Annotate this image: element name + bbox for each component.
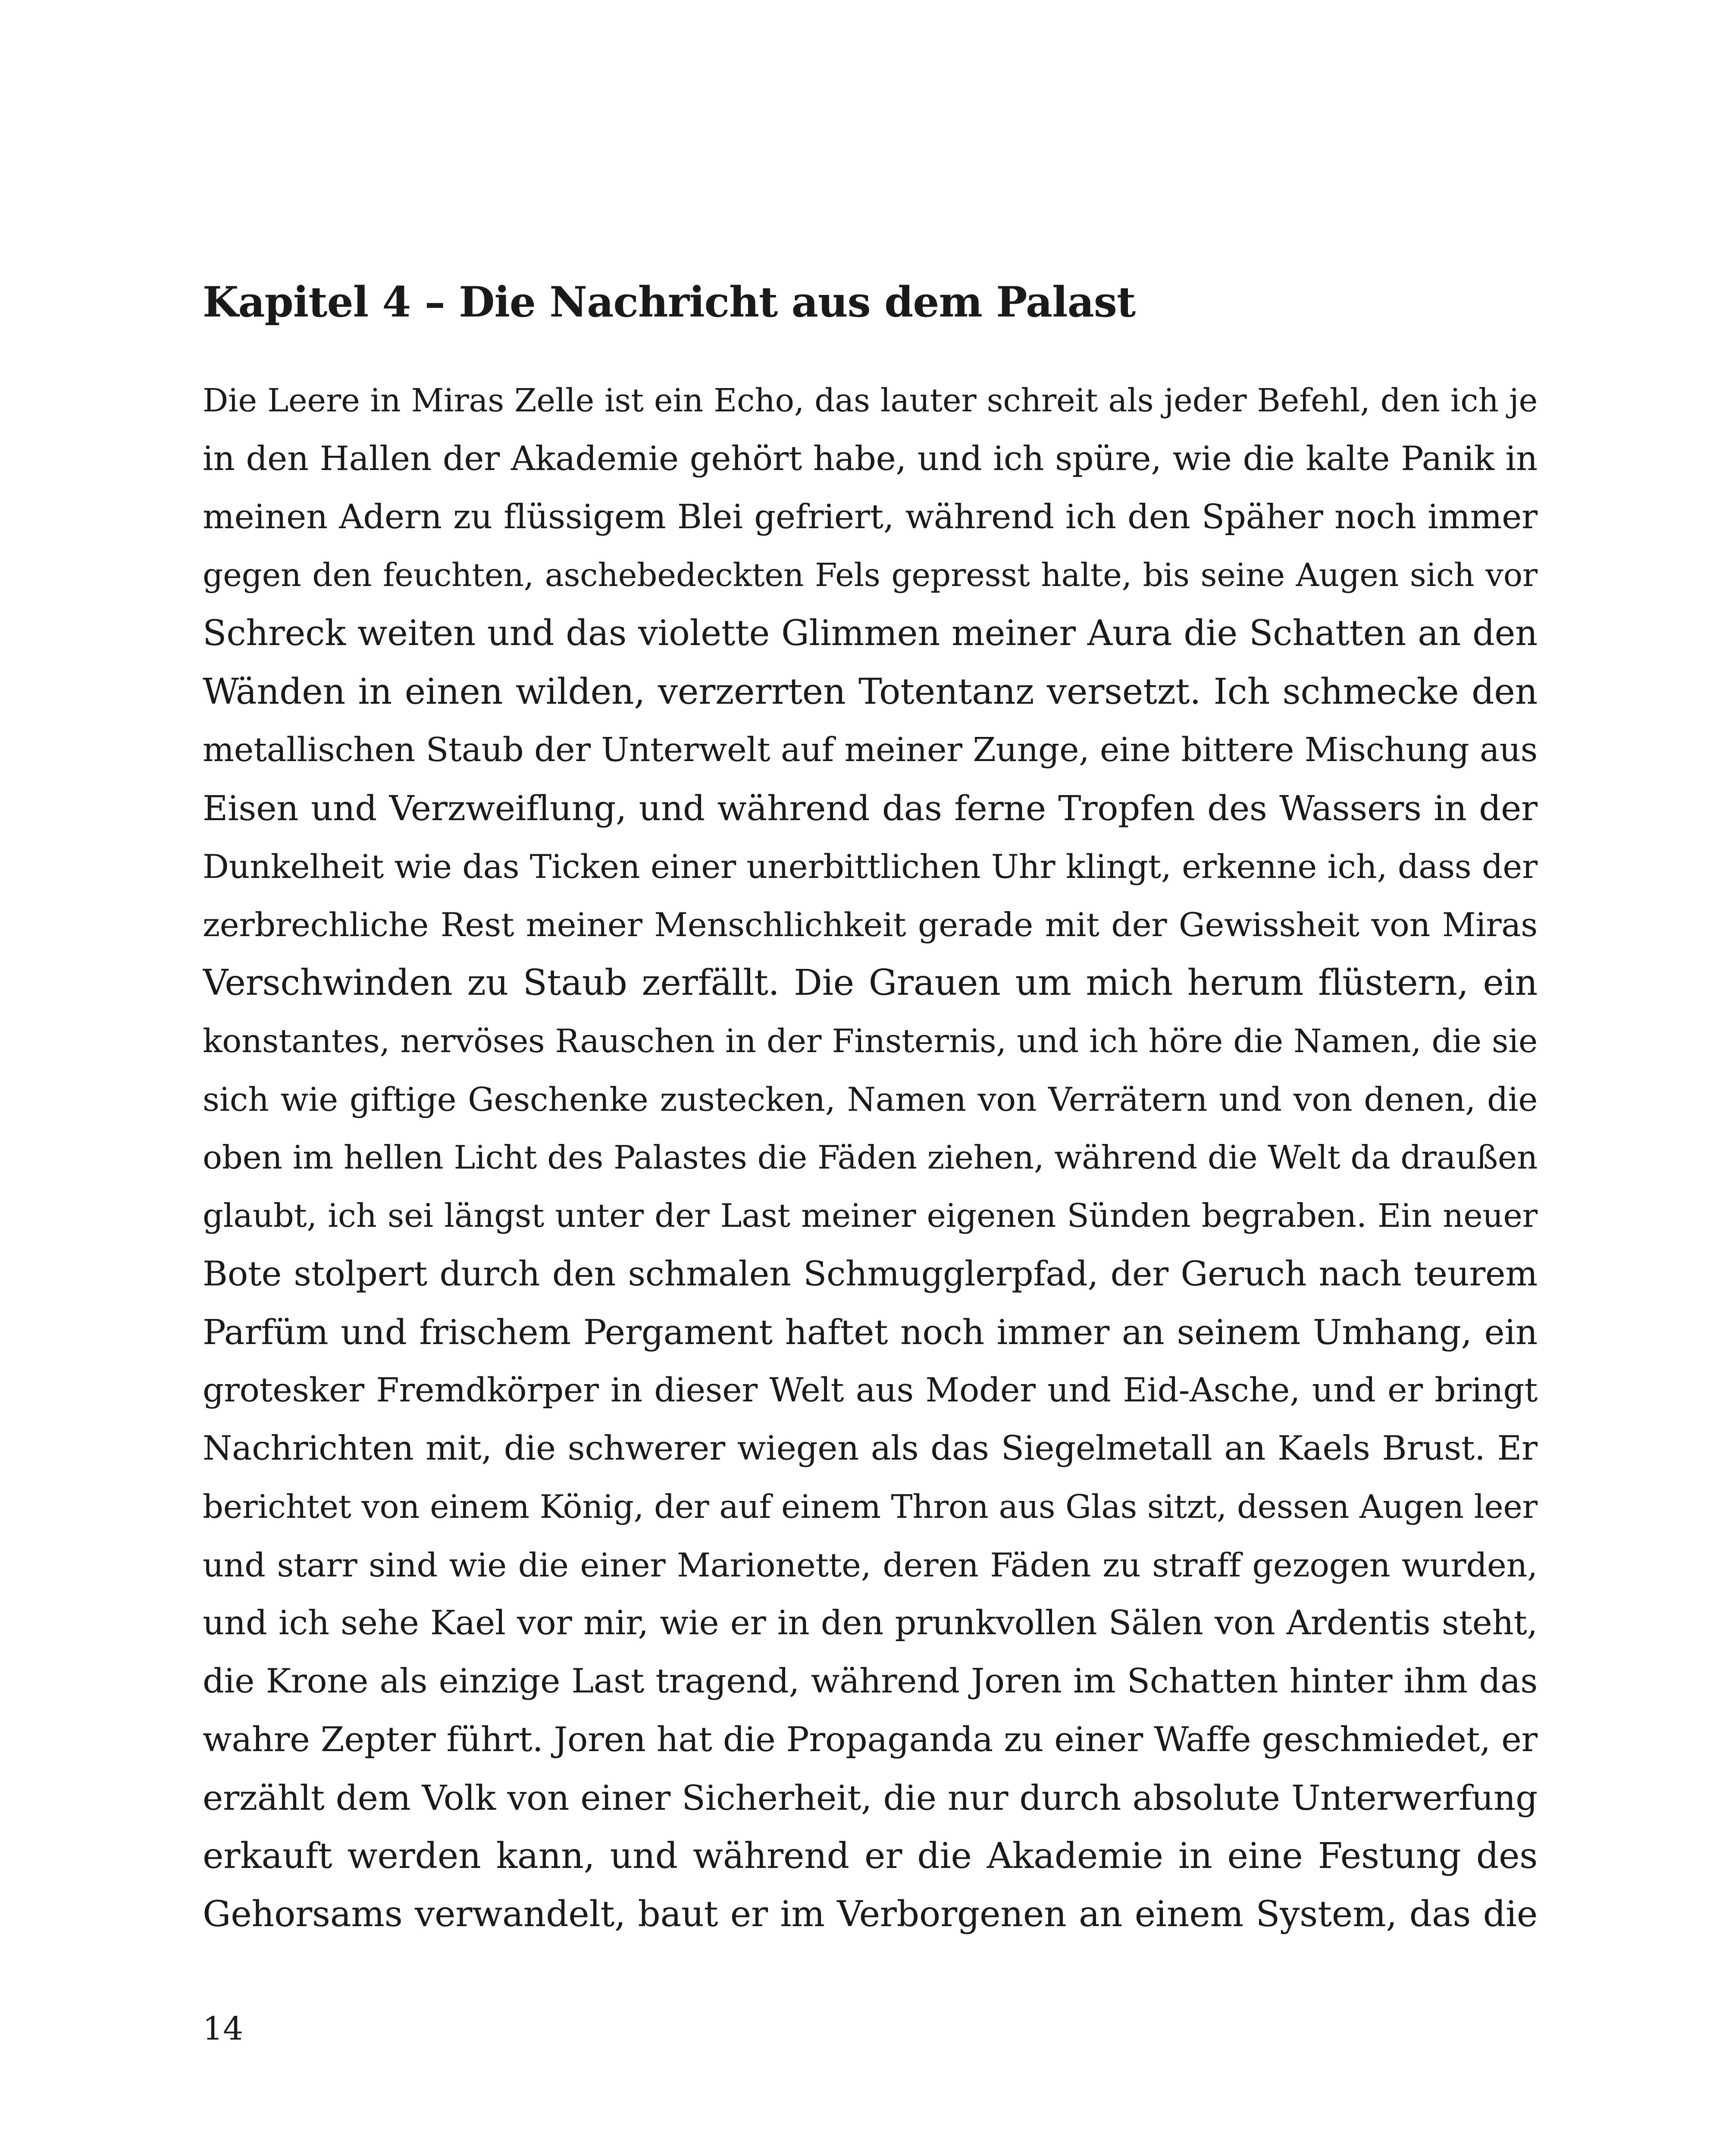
text-line: glaubt, ich sei längst unter der Last meiner eigenen Sünden begraben. Ein neuer	[203, 1197, 1538, 1235]
text-line: meinen Adern zu flüssigem Blei gefriert, während ich den Späher noch immer	[203, 498, 1538, 536]
text-line: metallischen Staub der Unterwelt auf meiner Zunge, eine bittere Mischung aus	[203, 731, 1538, 769]
text-line: grotesker Fremdkörper in dieser Welt aus Moder und Eid-Asche, und er bringt	[203, 1371, 1538, 1410]
text-line: in den Hallen der Akademie gehört habe, und ich spüre, wie die kalte Panik in	[203, 439, 1538, 478]
text-line: sich wie giftige Geschenke zustecken, Namen von Verrätern und von denen, die	[203, 1080, 1538, 1119]
text-line: Verschwinden zu Staub zerfällt. Die Grauen um mich herum flüstern, ein	[203, 962, 1538, 1003]
text-line: Parfüm und frischem Pergament haftet noch immer an seinem Umhang, ein	[203, 1312, 1538, 1352]
text-line: zerbrechliche Rest meiner Menschlichkeit gerade mit der Gewissheit von Miras	[203, 906, 1538, 944]
text-line: berichtet von einem König, der auf einem Thron aus Glas sitzt, dessen Augen leer	[203, 1488, 1538, 1526]
text-line: Wänden in einen wilden, verzerrten Totentanz versetzt. Ich schmecke den	[203, 671, 1538, 712]
text-line: Gehorsams verwandelt, baut er im Verborgenen an einem System, das die	[203, 1894, 1538, 1935]
text-line: Eisen und Verzweiflung, und während das ferne Tropfen des Wassers in der	[203, 788, 1538, 828]
text-line: Nachrichten mit, die schwerer wiegen als das Siegelmetall an Kaels Brust. Er	[203, 1429, 1538, 1468]
text-line: konstantes, nervöses Rauschen in der Finsternis, und ich höre die Namen, die sie	[203, 1022, 1538, 1060]
text-line: Dunkelheit wie das Ticken einer unerbittlichen Uhr klingt, erkenne ich, dass der	[203, 847, 1538, 886]
text-line: die Krone als einzige Last tragend, während Joren im Schatten hinter ihm das	[203, 1662, 1538, 1701]
chapter-body-text	[203, 372, 1538, 1943]
text-line: Die Leere in Miras Zelle ist ein Echo, das lauter schreit als jeder Befehl, den ich je	[203, 382, 1538, 419]
text-line: Schreck weiten und das violette Glimmen meiner Aura die Schatten an den	[203, 613, 1538, 654]
text-line: und ich sehe Kael vor mir, wie er in den prunkvollen Sälen von Ardentis steht,	[203, 1604, 1538, 1642]
text-line: wahre Zepter führt. Joren hat die Propaganda zu einer Waffe geschmiedet, er	[203, 1720, 1538, 1759]
text-line: gegen den feuchten, aschebedeckten Fels gepresst halte, bis seine Augen sich vor	[203, 557, 1538, 594]
text-line: erzählt dem Volk von einer Sicherheit, die nur durch absolute Unterwerfung	[203, 1778, 1538, 1818]
text-line: Bote stolpert durch den schmalen Schmugglerpfad, der Geruch nach teurem	[203, 1254, 1538, 1294]
text-line: und starr sind wie die einer Marionette, deren Fäden zu straff gezogen wurden,	[203, 1546, 1538, 1584]
text-line: oben im hellen Licht des Palastes die Fäden ziehen, während die Welt da draußen	[203, 1138, 1538, 1176]
text-line: erkauft werden kann, und während er die Akademie in eine Festung des	[203, 1836, 1538, 1877]
page-number: 14	[203, 2010, 244, 2047]
chapter-title: Kapitel 4 – Die Nachricht aus dem Palast	[203, 278, 1136, 326]
